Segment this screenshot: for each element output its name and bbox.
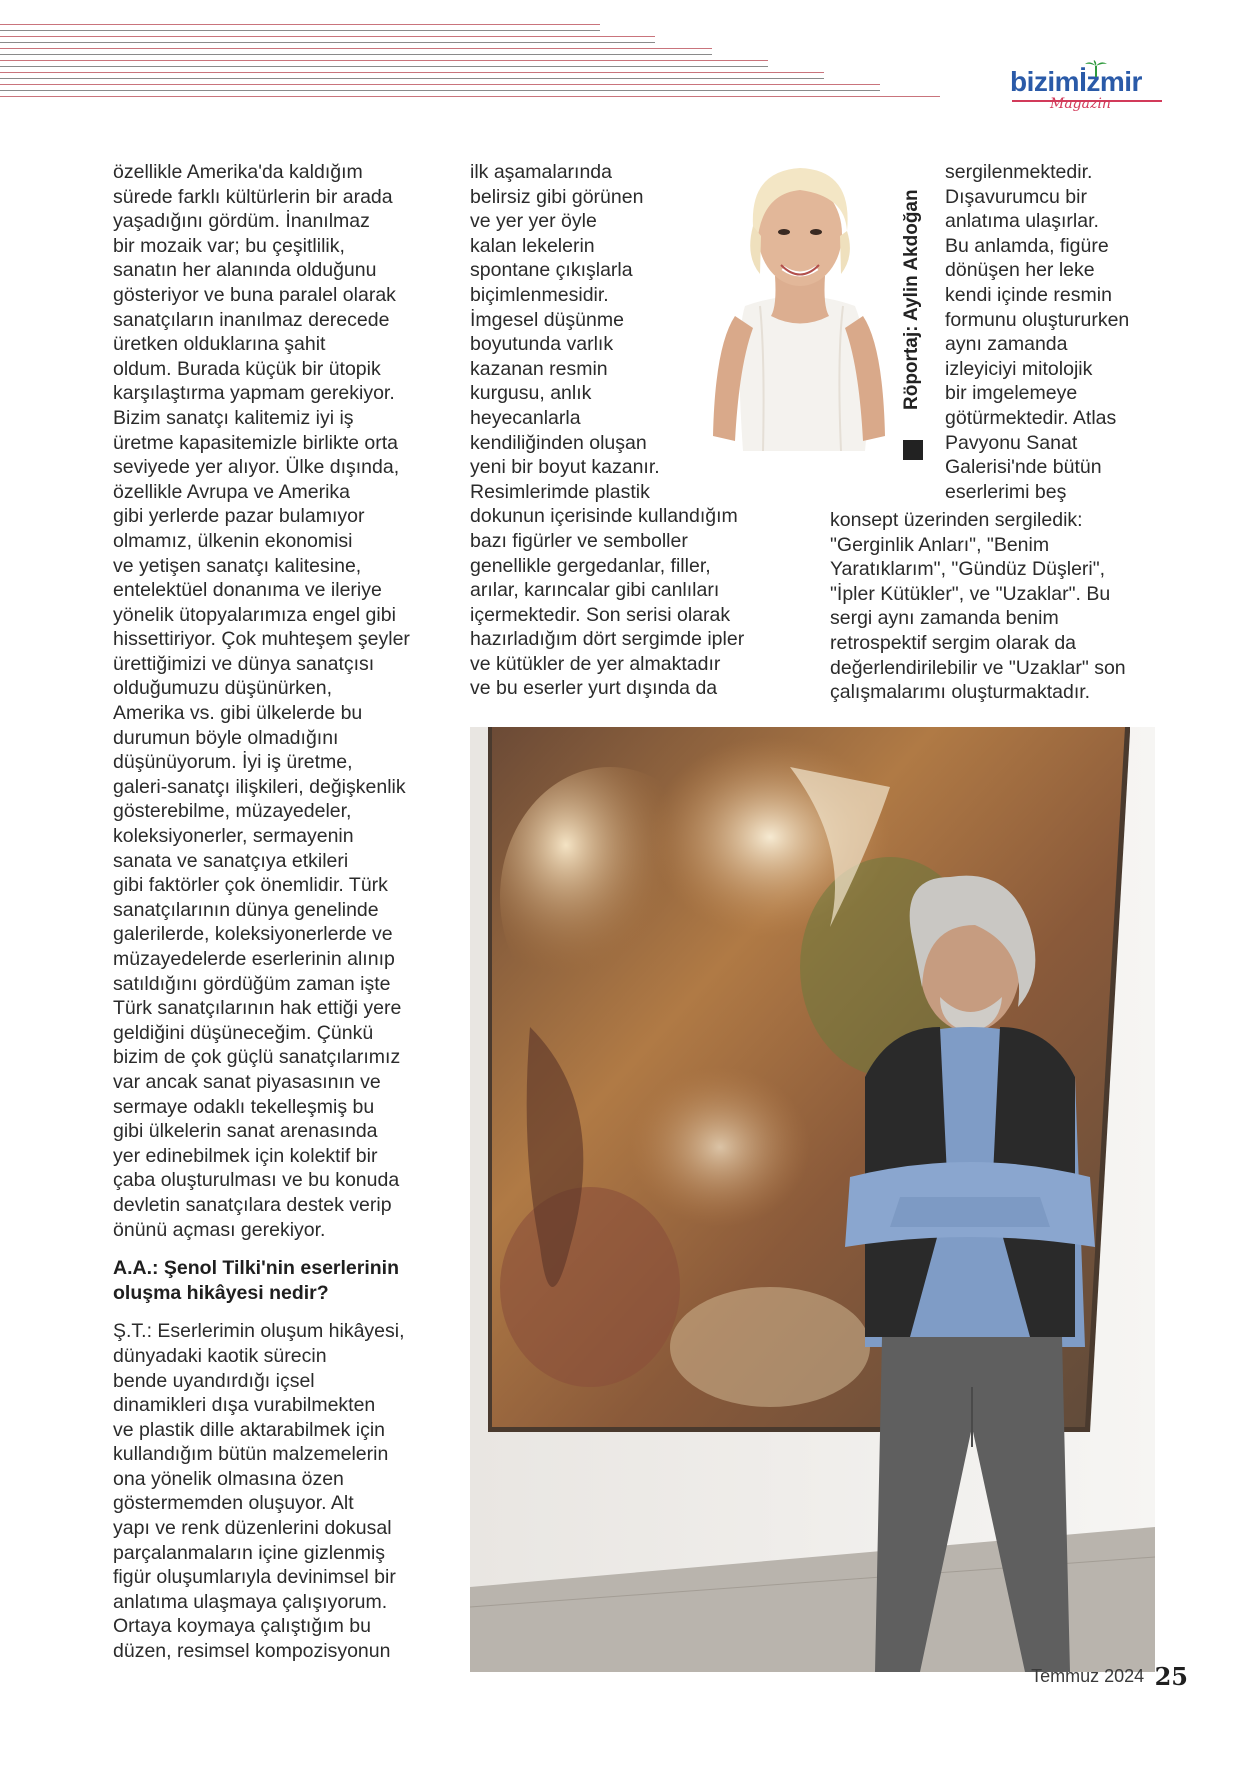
logo-bizim: bizim bbox=[1010, 66, 1080, 97]
logo-wordmark bbox=[1010, 66, 1142, 98]
artist-with-painting-photo bbox=[470, 727, 1155, 1672]
article-column-1 bbox=[113, 160, 443, 1664]
interviewer-portrait bbox=[705, 156, 893, 451]
header-stripes bbox=[0, 0, 1000, 100]
magazine-logo bbox=[1010, 66, 1180, 116]
logo-izmir: İzmir bbox=[1079, 66, 1142, 97]
article-column-3-top bbox=[945, 160, 1155, 504]
page-footer bbox=[1031, 1662, 1188, 1691]
palm-tree-icon bbox=[1085, 60, 1107, 83]
interview-credit-label bbox=[896, 180, 930, 460]
article-column-3-bottom bbox=[830, 508, 1160, 705]
interview-question: A.A.: Şenol Tilki'nin eserlerinin oluşma hikâyesi nedir? bbox=[113, 1257, 400, 1304]
interview-credit: Röportaj: Aylin Akdoğan bbox=[901, 189, 922, 410]
paragraph-column-3a: sergilenmektedir. Dışavurumcu bir anlatıma ulaşırlar. Bu anlamda, figüre dönüşen her leke kendi içinde resmin formunu oluştururken aynı zamanda izleyiciyi mitolojik bir imgelemeye götürmektedir. Atlas Pavyonu Sanat Galerisi'nde bütün eserlerimi beş bbox=[945, 161, 1130, 503]
logo-subtitle: Magazin bbox=[1050, 96, 1111, 112]
paragraph-column-3b: konsept üzerinden sergiledik: "Gerginlik Anları", "Benim Yaratıklarım", "Gündüz Düşleri", "İpler Kütükler", ve "Uzaklar". Bu sergi aynı zamanda benim retrospektif sergim olarak da değerlendirilebilir ve "Uzaklar" son çalışmalarımı oluşturmaktadır. bbox=[830, 509, 1126, 704]
page-number: 25 bbox=[1154, 1662, 1188, 1691]
paragraph-column-2: ilk aşamalarında belirsiz gibi görünen ve yer yer öyle kalan lekelerin spontane çıkışlarla biçimlenmesidir. İmgesel düşünme boyutunda varlık kazanan resmin kurgusu, anlık heyecanlarla kendiliğinden oluşan yeni bir boyut kazanır. Resimlerimde plastik dokunun içerisinde kullandığım bazı figürler ve semboller genellikle gergedanlar, filler, arılar, karıncalar gibi canlıları içermektedir. Son serisi olarak hazırladığım dört sergimde ipler ve kütükler de yer almaktadır ve bu eserler yurt dışında da bbox=[470, 161, 745, 700]
issue-date: Temmuz 2024 bbox=[1031, 1666, 1145, 1686]
credit-square-icon bbox=[903, 440, 923, 460]
paragraph-answer-1: özellikle Amerika'da kaldığım sürede farklı kültürlerin bir arada yaşadığını gördüm. İnanılmaz bir mozaik var; bu çeşitlilik, sanatın her alanında olduğunu gösteriyor ve buna paralel olarak sanatçıların inanılmaz derecede üretken olduklarına şahit oldum. Burada küçük bir ütopik karşılaştırma yapmam gerekiyor. Bizim sanatçı kalitemiz iyi iş üretme kapasitemizle birlikte orta seviyede yer alıyor. Ülke dışında, özellikle Avrupa ve Amerika gibi yerlerde pazar bulamıyor olmamız, ülkenin ekonomisi ve yetişen sanatçı kalitesine, entelektüel donanıma ve ileriye yönelik ütopyalarımıza engel gibi hissettiriyor. Çok muhteşem şeyler ürettiğimizi ve dünya sanatçısı olduğumuzu düşünürken, Amerika vs. gibi ülkelerde bu durumun böyle olmadığını düşünüyorum. İyi iş üretme, galeri-sanatçı ilişkileri, değişkenlik gösterebilme, müzayedeler, koleksiyonerler, sermayenin sanata ve sanatçıya etkileri gibi faktörler çok önemlidir. Türk sanatçılarının dünya genelinde galerilerde, koleksiyonerlerde ve müzayedelerde eserlerinin alınıp satıldığını gördüğüm zaman işte Türk sanatçılarının hak ettiği yere geldiğini düşüneceğim. Çünkü bizim de çok güçlü sanatçılarımız var ancak sanat piyasasının ve sermaye odaklı tekelleşmiş bu gibi ülkelerin sanat arenasında yer edinebilmek için kolektif bir çaba oluşturulması ve bu konuda devletin sanatçılara destek verip önünü açması gerekiyor. bbox=[113, 161, 410, 1241]
paragraph-answer-2: Ş.T.: Eserlerimin oluşum hikâyesi, dünyadaki kaotik sürecin bende uyandırdığı içsel dinamikleri dışa vurabilmekten ve plastik dille aktarabilmek için kullandığım bütün malzemelerin ona yönelik olmasına özen göstermemden oluşuyor. Alt yapı ve renk düzenlerini dokusal parçalanmaların içine gizlenmiş figür oluşumlarıyla devinimsel bir anlatıma ulaşmaya çalışıyorum. Ortaya koymaya çalıştığım bu düzen, resimsel kompozisyonun bbox=[113, 1320, 405, 1663]
